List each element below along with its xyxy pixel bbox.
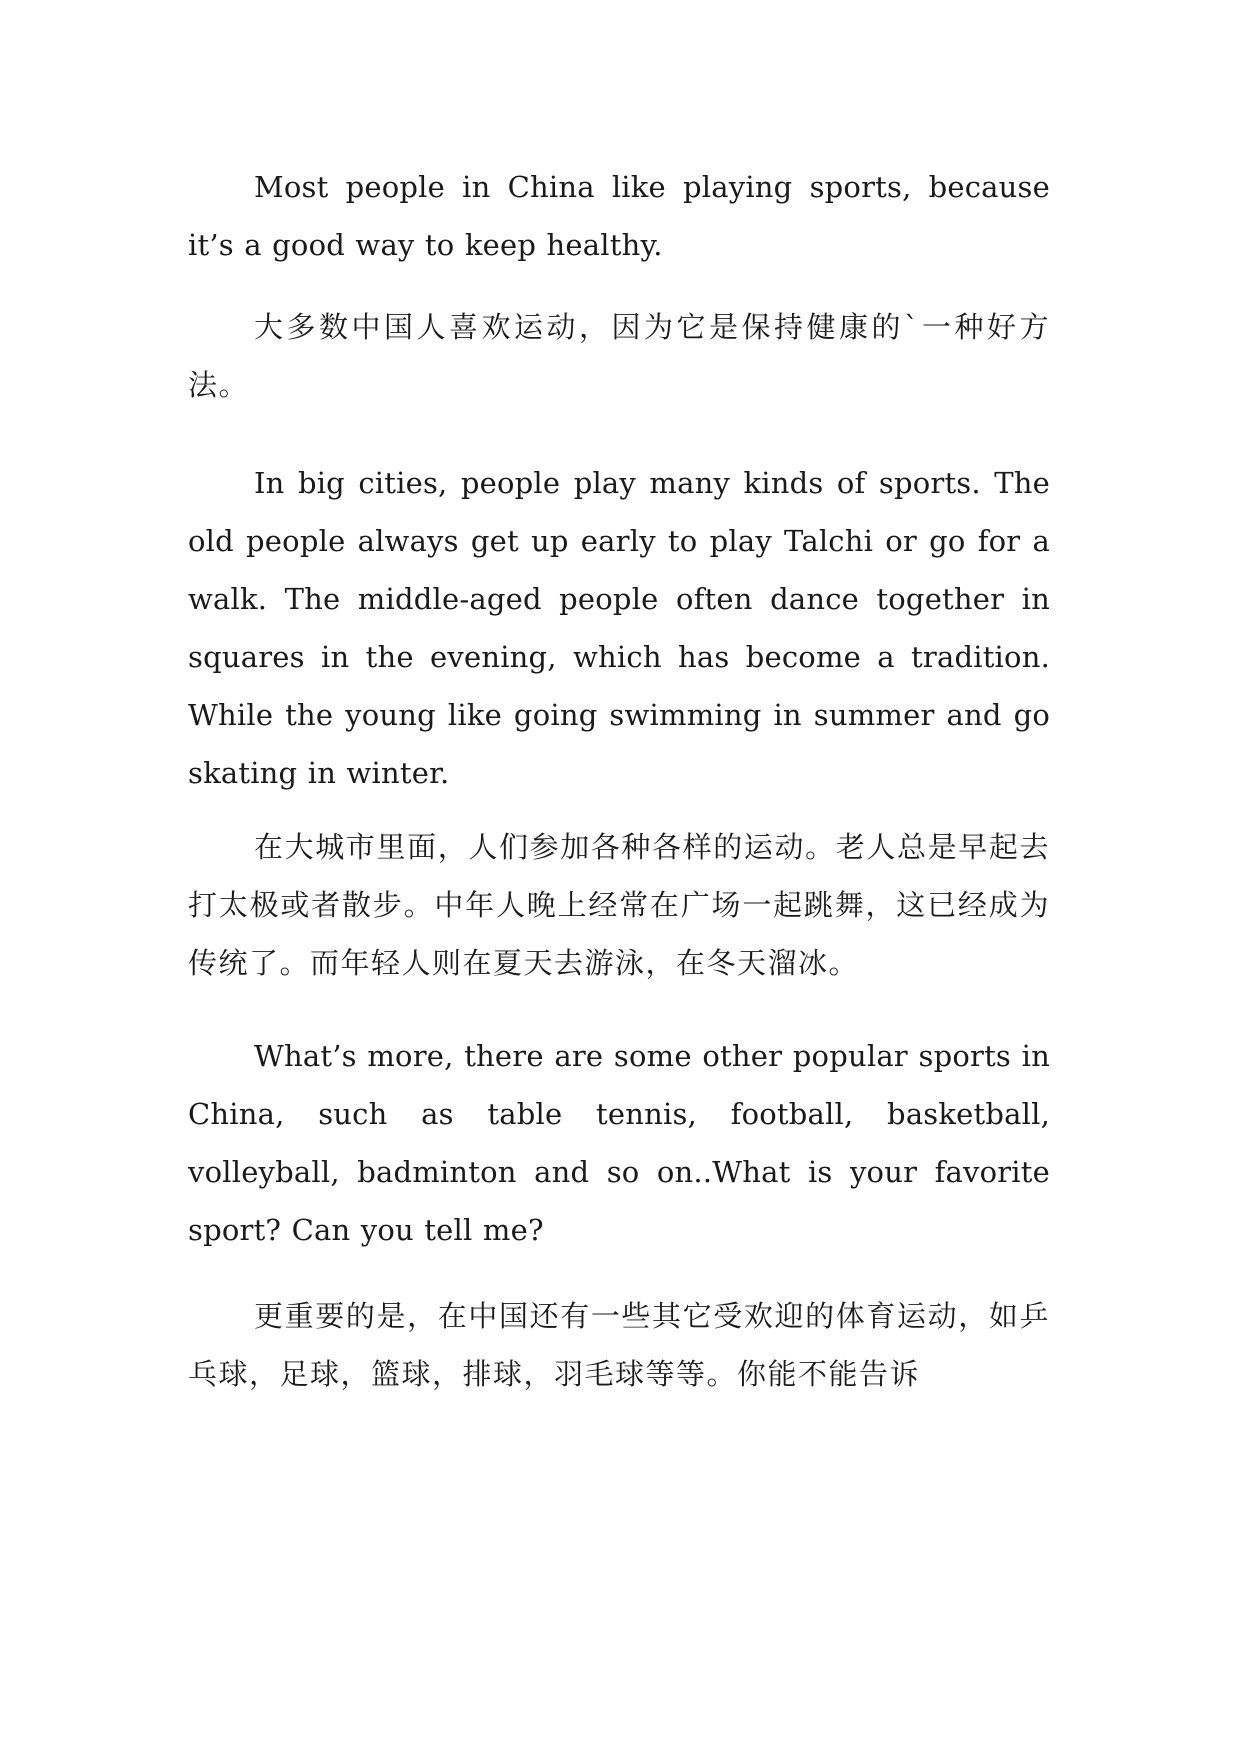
paragraph-en-1: Most people in China like playing sports, because it’s a good way to keep healthy.: [188, 170, 1050, 262]
paragraph-zh-1: 大多数中国人喜欢运动，因为它是保持健康的`一种好方法。: [188, 310, 1050, 402]
paragraph-zh-2: 在大城市里面，人们参加各种各样的运动。老人总是早起去打太极或者散步。中年人晚上经常在广场一起跳舞，这已经成为传统了。而年轻人则在夏天去游泳，在冬天溜冰。: [188, 830, 1050, 980]
paragraph-en-3: What’s more, there are some other popular sports in China, such as table tennis, football, basketball, volleyball, badminton and so on..What is your favorite sport? Can you tell me?: [188, 1039, 1050, 1247]
paragraph-en-2: In big cities, people play many kinds of sports. The old people always get up early to play Talchi or go for a walk. The middle-aged people often dance together in squares in the evening, which has become a tradition. While the young like going swimming in summer and go skating in winter.: [188, 466, 1050, 790]
paragraph-zh-3: 更重要的是，在中国还有一些其它受欢迎的体育运动，如乒乓球，足球，篮球，排球，羽毛球等等。你能不能告诉: [188, 1299, 1050, 1391]
